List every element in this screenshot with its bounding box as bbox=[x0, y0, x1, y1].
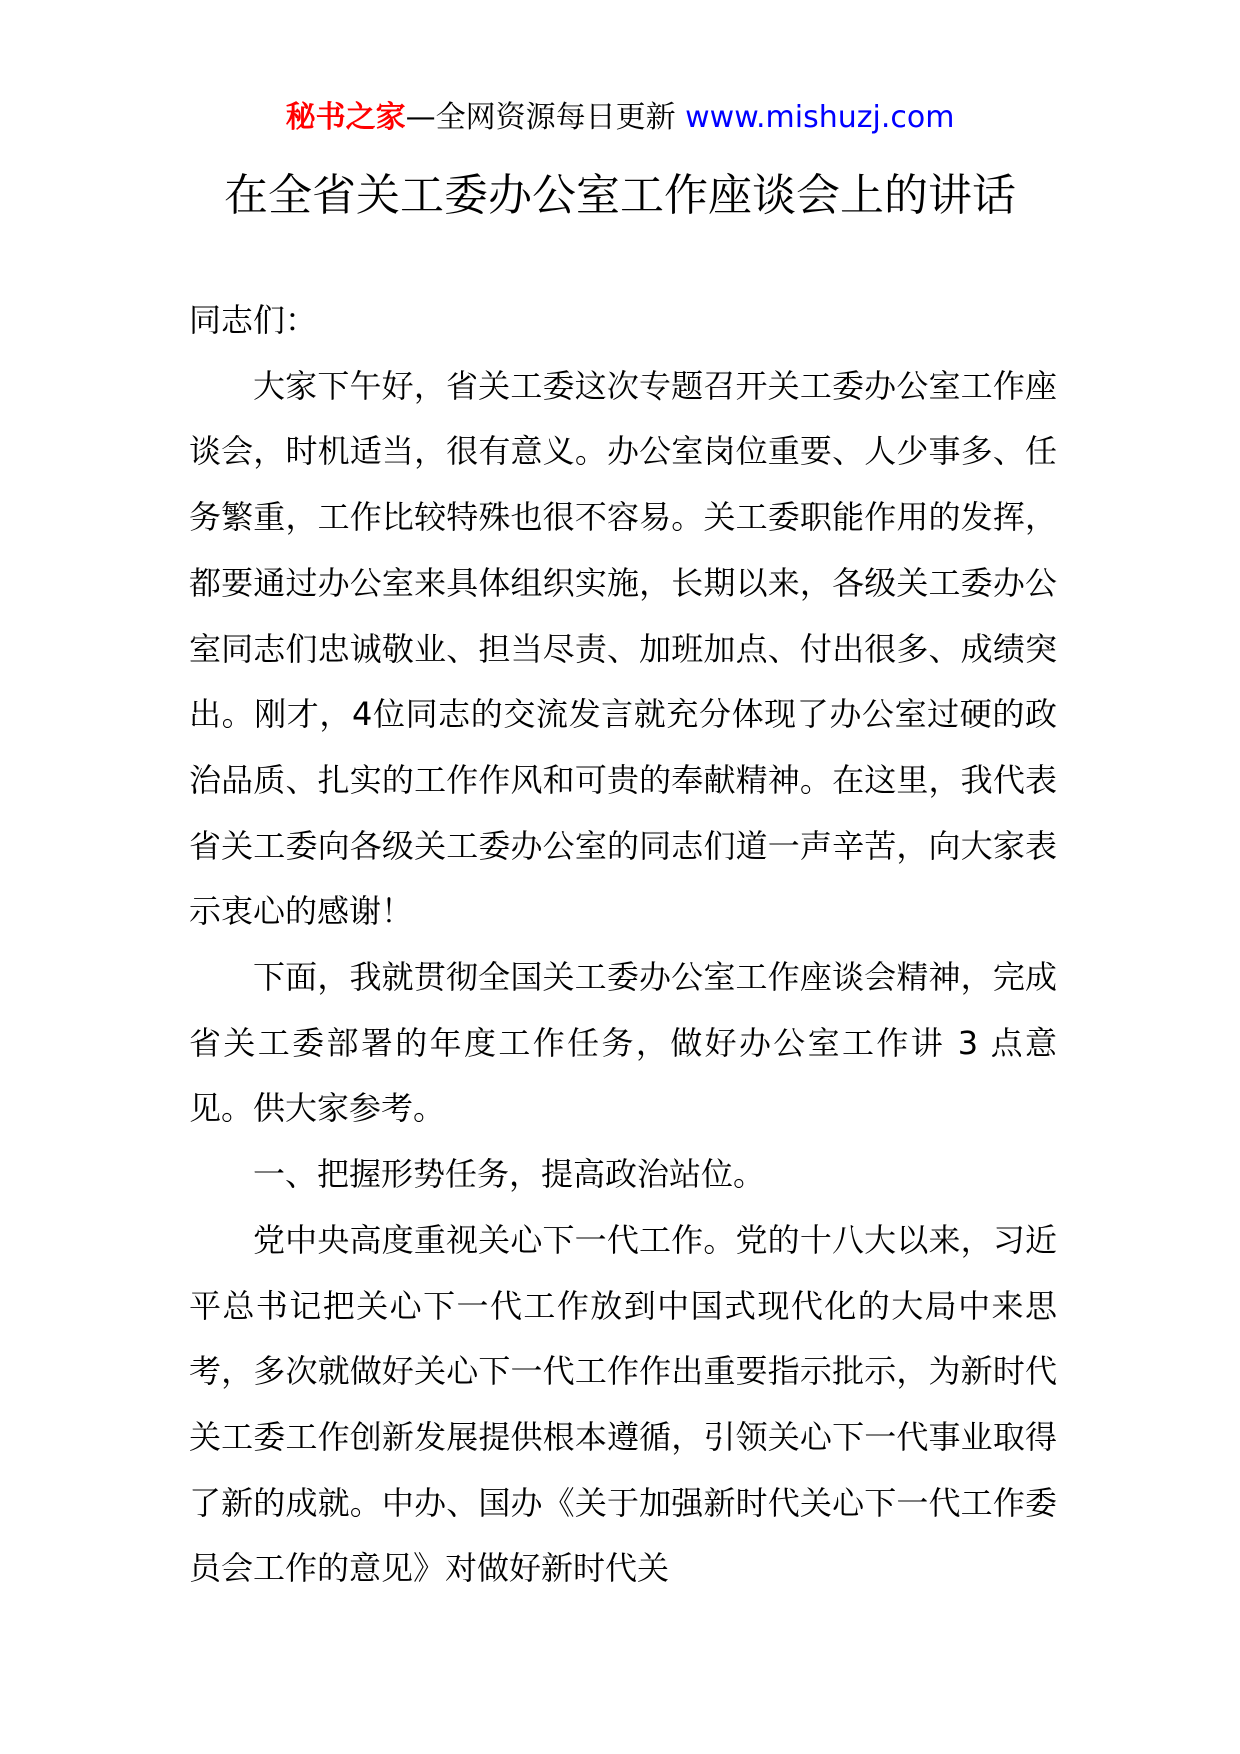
document-body bbox=[189, 288, 1057, 1602]
paragraph-1: 大家下午好，省关工委这次专题召开关工委办公室工作座谈会，时机适当，很有意义。办公室岗位重要、人少事多、任务繁重，工作比较特殊也很不容易。关工委职能作用的发挥，都要通过办公室来具体组织实施，长期以来，各级关工委办公室同志们忠诚敬业、担当尽责、加班加点、付出很多、成绩突出。刚才，4位同志的交流发言就充分体现了办公室过硬的政治品质、扎实的工作作风和可贵的奉献精神。在这里，我代表省关工委向各级关工委办公室的同志们道一声辛苦，向大家表示衷心的感谢！ bbox=[189, 366, 1057, 931]
paragraph-3: 党中央高度重视关心下一代工作。党的十八大以来，习近平总书记把关心下一代工作放到中国式现代化的大局中来思考，多次就做好关心下一代工作作出重要指示批示，为新时代关工委工作创新发展提供根本遵循，引领关心下一代事业取得了新的成就。中办、国办《关于加强新时代关心下一代工作委员会工作的意见》对做好新时代关 bbox=[189, 1220, 1057, 1588]
banner-slogan: —全网资源每日更新 bbox=[405, 100, 686, 135]
paragraph-2: 下面，我就贯彻全国关工委办公室工作座谈会精神，完成省关工委部署的年度工作任务，做好办公室工作讲 3 点意见。供大家参考。 bbox=[189, 958, 1057, 1128]
site-url-link[interactable]: www.mishuzj.com bbox=[685, 100, 955, 135]
salutation: 同志们： bbox=[189, 301, 318, 339]
brand-name: 秘书之家 bbox=[285, 100, 406, 135]
document-title: 在全省关工委办公室工作座谈会上的讲话 bbox=[224, 170, 1016, 221]
site-banner bbox=[0, 98, 1240, 138]
section-heading-1: 一、把握形势任务，提高政治站位。 bbox=[253, 1155, 766, 1194]
